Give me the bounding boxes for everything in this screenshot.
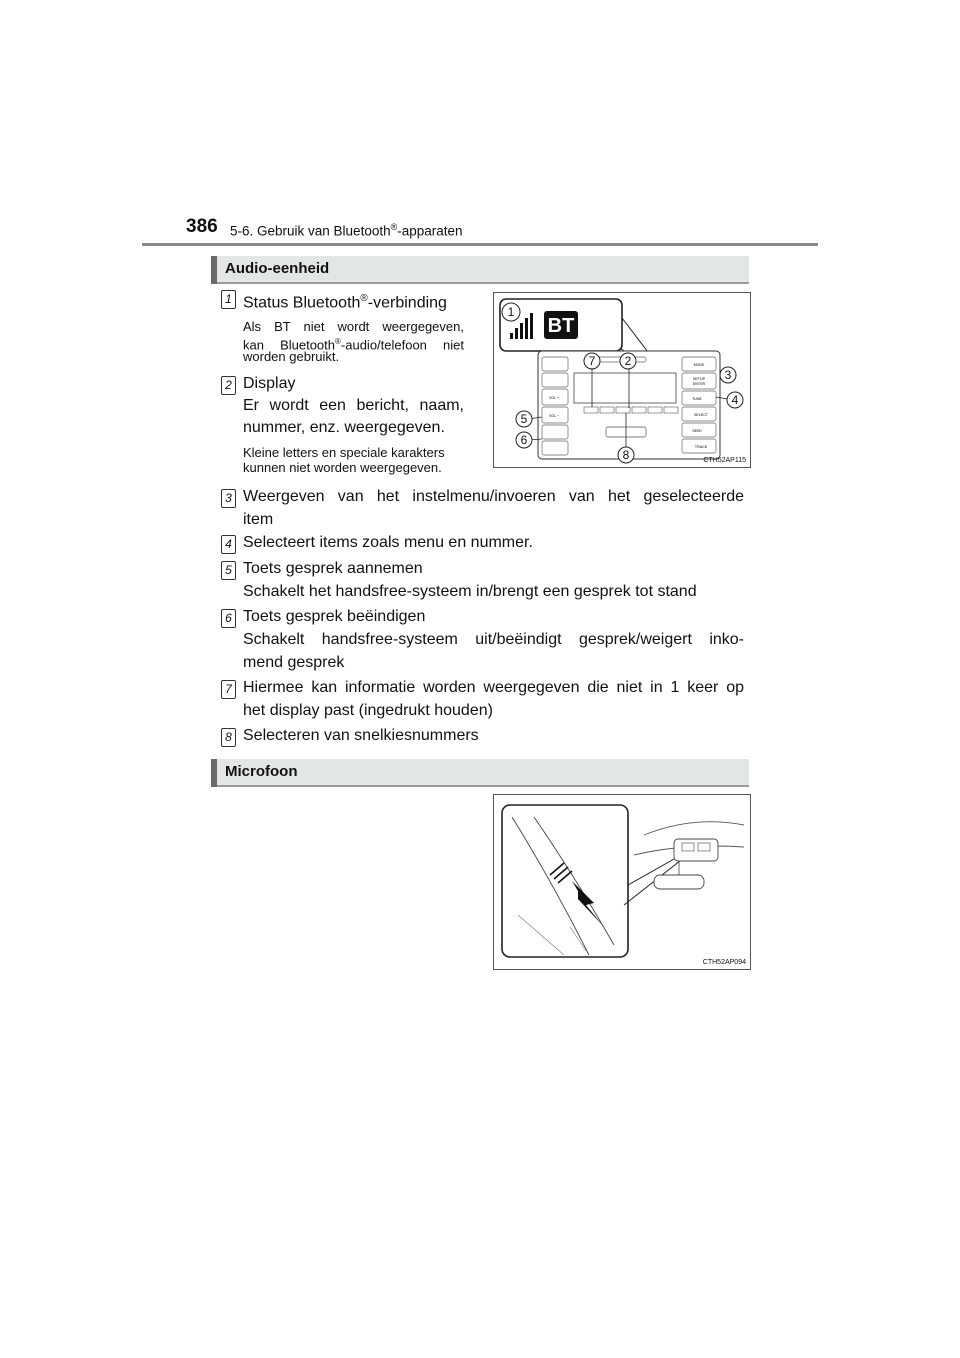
item-7-line1: Hiermee kan informatie worden weergegeven die niet in 1 keer op [243, 679, 744, 696]
seek-label: SEEK [692, 429, 702, 433]
item-number-1: 1 [221, 290, 236, 309]
callout-1: 1 [507, 305, 515, 319]
section-bar [211, 256, 217, 284]
item-1-title: Status Bluetooth®-verbinding [243, 293, 447, 312]
microphone-illustration [494, 795, 750, 969]
select-label: SELECT [694, 413, 708, 417]
audio-unit-figure [493, 292, 751, 468]
item-6-line2: Schakelt handsfree-systeem uit/beëindigt gesprek/weigert inko- [243, 631, 744, 648]
audio-unit-illustration [494, 293, 750, 467]
callout-8: 8 [622, 448, 630, 462]
vol-down-label: VOL − [549, 414, 559, 418]
item-3-line1: Weergeven van het instelmenu/invoeren van het geselecteerde [243, 488, 744, 505]
item-2-body2: nummer, enz. weergegeven. [243, 419, 445, 436]
enter-label: ENTER [692, 382, 706, 386]
item-number-4: 4 [221, 535, 236, 554]
callout-7: 7 [588, 354, 596, 368]
item-5-line1: Toets gesprek aannemen [243, 560, 423, 577]
mode-label: MODE [693, 363, 705, 367]
item-number-2: 2 [221, 376, 236, 395]
item-2-body1: Er wordt een bericht, naam, [243, 397, 464, 414]
item-number-5: 5 [221, 561, 236, 580]
item-number-6: 6 [221, 609, 236, 628]
callout-5: 5 [520, 412, 528, 426]
vol-up-label: VOL + [549, 396, 559, 400]
track-label: TRACK [694, 445, 708, 449]
item-1-note-line2: kan Bluetooth®-audio/telefoon niet [243, 337, 464, 353]
item-2-title: Display [243, 375, 296, 392]
item-5-line2: Schakelt het handsfree-systeem in/brengt een gesprek tot stand [243, 583, 697, 600]
figure-code: CTH52AP115 [703, 457, 746, 464]
item-2-note-line1: Kleine letters en speciale karakters [243, 445, 445, 460]
page-number: 386 [186, 216, 218, 237]
item-1-note-line3: worden gebruikt. [243, 349, 340, 364]
section-header-microfoon [211, 759, 749, 787]
microphone-figure [493, 794, 751, 970]
item-number-7: 7 [221, 680, 236, 699]
callout-6: 6 [520, 433, 528, 447]
item-number-3: 3 [221, 489, 236, 508]
setup-label: SETUP [693, 377, 705, 381]
section-header-audio [211, 256, 749, 284]
item-2-note-line2: kunnen niet worden weergegeven. [243, 460, 442, 475]
callout-3: 3 [724, 368, 732, 382]
item-8-line1: Selecteren van snelkiesnummers [243, 727, 479, 744]
tune-label: TUNE [692, 397, 702, 401]
chapter-title: 5-6. Gebruik van Bluetooth®-apparaten [230, 222, 463, 239]
callout-4: 4 [731, 393, 739, 407]
item-number-8: 8 [221, 728, 236, 747]
figure-code: CTH52AP094 [702, 959, 746, 966]
section-bar [211, 759, 217, 787]
item-1-note-line1: Als BT niet wordt weergegeven, [243, 319, 464, 334]
header-rule [142, 243, 818, 246]
section-title: Audio-eenheid [225, 260, 330, 277]
item-7-line2: het display past (ingedrukt houden) [243, 702, 493, 719]
section-title: Microfoon [225, 763, 298, 780]
item-6-line1: Toets gesprek beëindigen [243, 608, 426, 625]
item-6-line3: mend gesprek [243, 654, 345, 671]
item-3-line2: item [243, 511, 274, 528]
bt-label: BT [547, 315, 575, 337]
callout-2: 2 [624, 354, 632, 368]
item-4-line1: Selecteert items zoals menu en nummer. [243, 534, 533, 551]
